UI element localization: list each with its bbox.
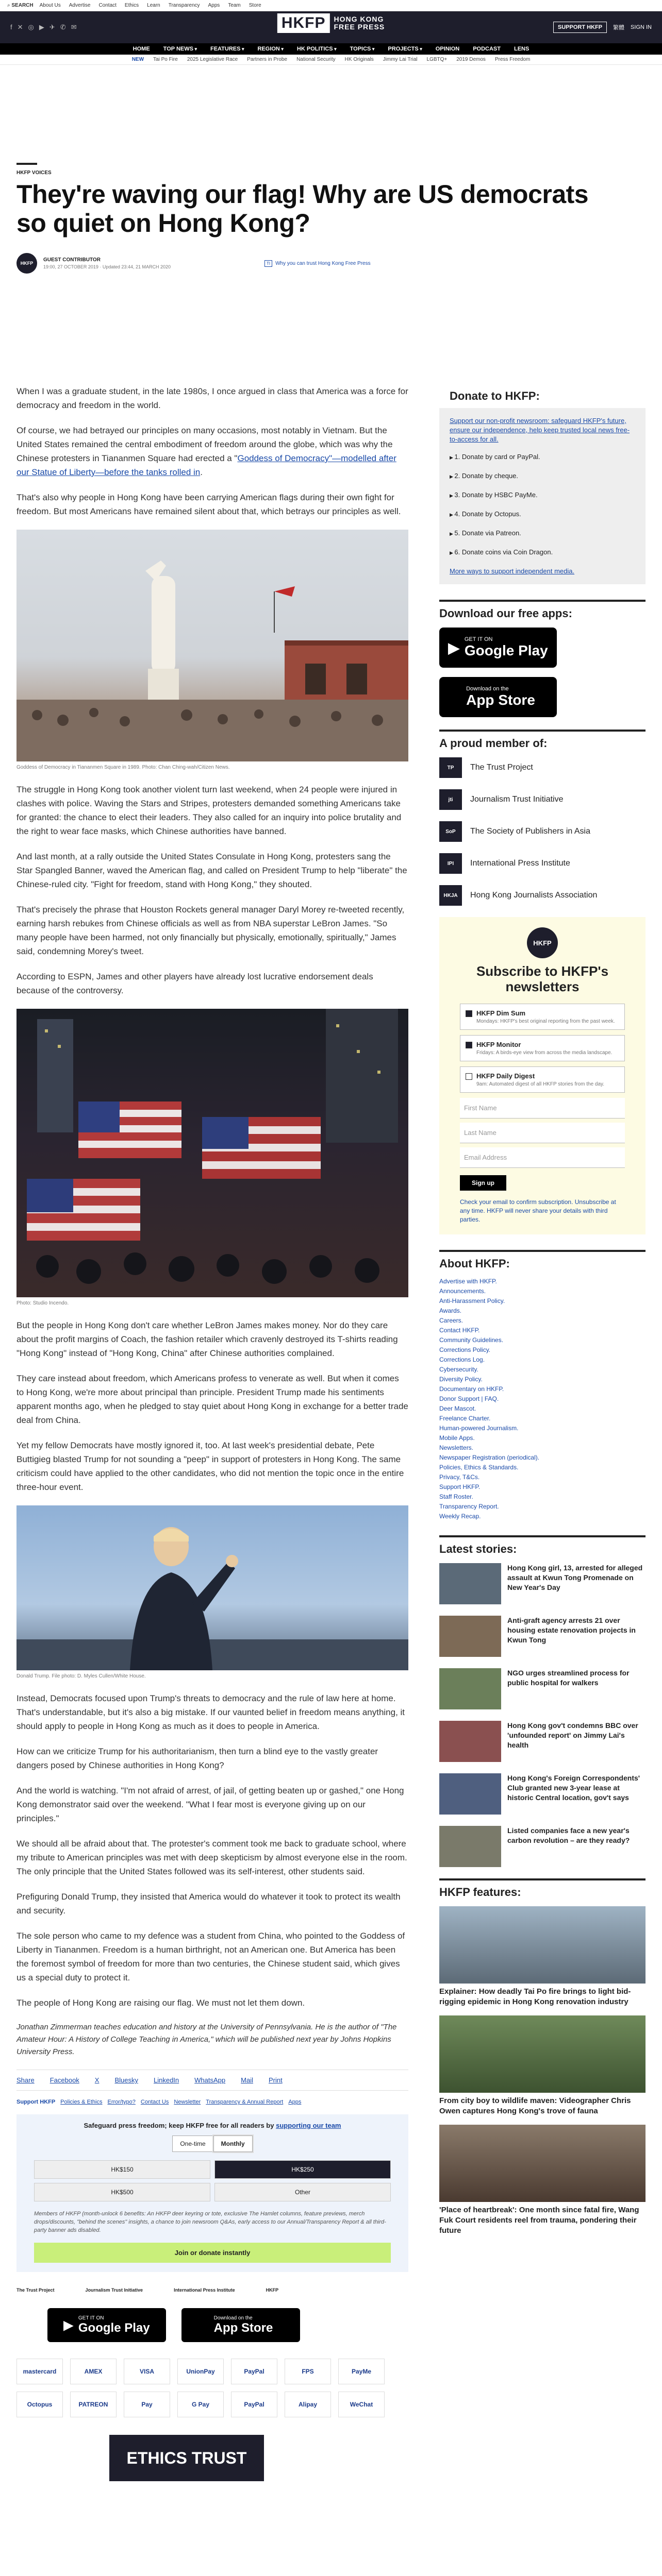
whatsapp-icon[interactable]: ✆ xyxy=(60,23,66,31)
trust-project-logo[interactable]: The Trust Project xyxy=(16,2287,55,2293)
share-x[interactable]: X xyxy=(94,2076,100,2084)
donate-methods xyxy=(450,452,635,557)
paragraph: And last month, at a rally outside the United States Consulate in Hong Kong, protesters sang the Star Spangled Banner, waved the American flag, and called on President Trump to help "liberate" the Chinese-ruled city. "Fight for freedom, stand with Hong Kong," they shouted. xyxy=(16,852,407,889)
amount-options xyxy=(24,2160,401,2201)
newsletter-note: Check your email to confirm subscription. Unsubscribe at any time. HKFP will never share your details with third parties. xyxy=(460,1198,616,1224)
payment-logo: VISA xyxy=(124,2359,170,2384)
top-utility-bar xyxy=(0,0,662,11)
latest-story[interactable] xyxy=(439,1826,646,1867)
support-link[interactable]: Transparency & Annual Report xyxy=(206,2099,284,2105)
checkbox-icon xyxy=(466,1073,472,1080)
share-mail[interactable]: Mail xyxy=(241,2076,253,2084)
tag-link[interactable]: Jimmy Lai Trial xyxy=(383,57,418,62)
supporting-team-link[interactable]: supporting our team xyxy=(276,2122,341,2129)
email-input[interactable]: Email Address xyxy=(460,1147,625,1168)
about-link[interactable]: Advertise with HKFP. xyxy=(439,1278,497,1285)
payment-logo: Octopus xyxy=(16,2392,63,2417)
about-heading: About HKFP: xyxy=(439,1250,646,1270)
latest-story[interactable] xyxy=(439,1668,646,1709)
language-link[interactable]: 繁體 xyxy=(613,25,625,31)
newsletter-signup xyxy=(439,917,646,1234)
payment-logo: Pay xyxy=(124,2392,170,2417)
payment-logo: mastercard xyxy=(16,2359,63,2384)
about-link[interactable]: Corrections Log. xyxy=(439,1356,485,1364)
author-name[interactable]: GUEST CONTRIBUTOR xyxy=(43,257,101,263)
about-link[interactable]: Support HKFP. xyxy=(439,1483,481,1491)
sidebar-app-store-button[interactable]: Download on the App Store xyxy=(439,677,557,717)
payment-logo: FPS xyxy=(285,2359,331,2384)
about-link[interactable]: Deer Mascot. xyxy=(439,1405,476,1413)
tag-link[interactable]: Partners in Probe xyxy=(247,57,288,62)
share-print[interactable]: Print xyxy=(268,2076,283,2084)
share-link[interactable]: Share xyxy=(16,2076,35,2084)
about-link[interactable]: Announcements. xyxy=(439,1287,486,1295)
story-thumbnail xyxy=(439,1563,501,1604)
about-link[interactable]: Staff Roster. xyxy=(439,1493,473,1501)
share-linkedin[interactable]: LinkedIn xyxy=(154,2076,179,2084)
story-title: Anti-graft agency arrests 21 over housing estate renovation projects in Kwun Tong xyxy=(507,1616,636,1645)
photo-protest-flags xyxy=(16,1009,408,1297)
member-logo-mark: SoP xyxy=(439,821,462,842)
about-link[interactable]: Freelance Charter. xyxy=(439,1415,491,1422)
support-link[interactable]: Contact Us xyxy=(140,2099,169,2105)
payment-logo: PayMe xyxy=(338,2359,385,2384)
x-icon[interactable]: ✕ xyxy=(17,23,23,31)
facebook-icon[interactable]: f xyxy=(10,23,12,31)
paragraph: When I was a graduate student, in the late 1980s, I once argued in class that America was a force for democracy and freedom in the world. xyxy=(16,386,408,410)
inline-donate-box xyxy=(16,2114,408,2272)
nav-features[interactable]: FEATURES ▾ xyxy=(210,46,244,52)
support-links xyxy=(16,2099,408,2105)
footer-app-buttons xyxy=(47,2308,408,2342)
tag-link[interactable]: Press Freedom xyxy=(494,57,531,62)
share-facebook[interactable]: Facebook xyxy=(49,2076,79,2084)
paragraph: The sole person who came to my defence was a student from China, who pointed to the Goddess of Liberty in Tiananmen. Freedom is a human birthright, not an American one. But America has been the foremost symbol of freedom for more than two centuries, the Chinese student said, which gives us a special duty to protect it. xyxy=(16,1931,405,1982)
topbar-link-team[interactable]: Team xyxy=(228,3,241,8)
instagram-icon[interactable]: ◎ xyxy=(28,23,34,31)
google-play-icon: ▶ xyxy=(448,639,459,656)
member-logo[interactable] xyxy=(439,853,646,874)
nav-opinion[interactable]: OPINION xyxy=(435,46,460,52)
latest-heading: Latest stories: xyxy=(439,1535,646,1556)
search-icon[interactable]: ⌕ xyxy=(7,3,10,8)
nav-lens[interactable]: LENS xyxy=(514,46,529,52)
member-name: International Press Institute xyxy=(470,859,570,868)
author-avatar: HKFP xyxy=(16,253,37,274)
about-link[interactable]: Newsletters. xyxy=(439,1444,474,1452)
story-thumbnail xyxy=(439,1668,501,1709)
about-link[interactable]: Donor Support | FAQ. xyxy=(439,1395,499,1403)
paragraph: And the world is watching. "I'm not afraid of arrest, of jail, of getting beaten up or gashed," one Hong Kong demonstrator said over the weekend. "What I fear most is everyone giving up on our principles." xyxy=(16,1786,404,1823)
newsletter-option-monitor[interactable]: HKFP Monitor Fridays: A birds-eye view from across the media landscape. xyxy=(460,1035,625,1061)
feature-title: From city boy to wildlife maven: Videographer Chris Owen captures Hong Kong's trove of fauna xyxy=(439,2096,631,2116)
paragraph: Of course, we had betrayed our principles on many occasions, most notably in Vietnam. But the United States remained the central embodiment of freedom around the globe, which was why the Chinese protesters in Tiananmen Square had erected a "Goddess of Democracy"—modelled after our Statue of Liberty—before the tanks rolled in. xyxy=(16,426,396,477)
payment-logo: Alipay xyxy=(285,2392,331,2417)
amount-option[interactable]: HK$150 xyxy=(34,2160,210,2179)
latest-story[interactable] xyxy=(439,1563,646,1604)
paragraph: That's also why people in Hong Kong have been carrying American flags during their own fight for freedom. But most Americans have remained silent about that, which betrays our principles as well. xyxy=(16,493,401,516)
tag-link[interactable]: National Security xyxy=(296,57,336,62)
donation-frequency-toggle xyxy=(24,2136,401,2152)
paragraph: Instead, Democrats focused upon Trump's threats to democracy and the rule of law here at home. That's understandable, but it's also a big mistake. If our vaunted belief in freedom means anything, it should apply to people in Hong Kong as much as it does to people in America. xyxy=(16,1693,405,1731)
topbar-link-advertise[interactable]: Advertise xyxy=(69,3,91,8)
about-link[interactable]: Policies, Ethics & Standards. xyxy=(439,1464,519,1471)
sign-in-link[interactable]: SIGN IN xyxy=(631,24,652,30)
topbar-link-transparency[interactable]: Transparency xyxy=(168,3,200,8)
paragraph: According to ESPN, James and other players have already lost lucrative endorsement deals because of the controversy. xyxy=(16,972,373,995)
about-link[interactable]: Newspaper Registration (periodical). xyxy=(439,1454,540,1462)
share-bar xyxy=(16,2070,408,2091)
feature-image xyxy=(439,2015,646,2093)
story-title: Listed companies face a new year's carbon revolution – are they ready? xyxy=(507,1826,630,1845)
paragraph: But the people in Hong Kong don't care whether LeBron James makes money. Nor do they care about the profit margins of Coach, the fashion retailer which cravenly destroyed its T-shirts reading "Hong Kong" instead of "Hong Kong, China" after Chinese authorities complained. xyxy=(16,1320,398,1358)
monthly-option[interactable]: Monthly xyxy=(213,2136,253,2152)
latest-story[interactable] xyxy=(439,1721,646,1762)
topbar-link-apps[interactable]: Apps xyxy=(208,3,220,8)
about-link[interactable]: Human-powered Journalism. xyxy=(439,1425,519,1432)
support-hkfp-link[interactable]: Support HKFP xyxy=(16,2099,56,2105)
feature-story[interactable] xyxy=(439,2015,646,2116)
tag-link[interactable]: LGBTQ+ xyxy=(426,57,448,62)
social-icons xyxy=(10,23,77,31)
feature-story[interactable] xyxy=(439,2125,646,2236)
trending-tags xyxy=(0,55,662,65)
about-link[interactable]: Corrections Policy. xyxy=(439,1346,491,1354)
about-links xyxy=(439,1278,646,1520)
nav-hk-politics[interactable]: HK POLITICS ▾ xyxy=(297,46,337,52)
photo-goddess-of-democracy xyxy=(16,530,408,761)
paragraph: The struggle in Hong Kong took another violent turn last weekend, when 24 people were injured in clashes with police. Waving the Stars and Stripes, protesters demanded something Americans take for granted: the chance to elect their leaders. They also called for an inquiry into police brutality and the right to wear face masks, which Chinese authorities have banned. xyxy=(16,785,402,836)
about-link[interactable]: Community Guidelines. xyxy=(439,1336,504,1344)
sidebar-google-play-button[interactable]: ▶ GET IT ON Google Play xyxy=(439,628,557,668)
newsletter-logo: HKFP xyxy=(527,927,558,958)
member-logo-mark: TP xyxy=(439,757,462,778)
google-play-button[interactable]: ▶ GET IT ON Google Play xyxy=(47,2308,166,2342)
feature-image xyxy=(439,1906,646,1984)
about-link[interactable]: Cybersecurity. xyxy=(439,1366,478,1374)
paragraph: We should all be afraid about that. The protester's comment took me back to graduate school, where my tribute to American principles was met with deep skepticism by almost everyone else in the room. The only principle that the United States followed was its self-interest, other students said. xyxy=(16,1839,407,1876)
story-thumbnail xyxy=(439,1721,501,1762)
feature-title: Explainer: How deadly Tai Po fire brings to light bid-rigging epidemic in Hong Kong renovation industry xyxy=(439,1987,631,2007)
support-link[interactable]: Newsletter xyxy=(174,2099,201,2105)
payment-logo: UnionPay xyxy=(177,2359,224,2384)
paragraph: That's precisely the phrase that Houston Rockets general manager Daryl Morey re-tweeted recently, earning harsh rebukes from Chinese officials as well as from NBA superstar LeBron James. "So many people have been harmed, not only financially but physically, emotionally, spiritually," James said, condemning Morey's tweet. xyxy=(16,905,405,956)
payment-logo: PayPal xyxy=(231,2392,277,2417)
author-bio: Jonathan Zimmerman teaches education and history at the University of Pennsylvania. He is the author of "The Amateur Hour: A History of College Teaching in America," which will be published next year by Johns Hopkins University Press. xyxy=(16,2023,397,2056)
photo-caption: Goddess of Democracy in Tiananmen Square in 1989. Photo: Chan Ching-wah/Citizen News. xyxy=(16,765,230,770)
payment-logo: WeChat xyxy=(338,2392,385,2417)
story-title: Hong Kong gov't condemns BBC over 'unfounded report' on Jimmy Lai's health xyxy=(507,1721,638,1750)
donate-widget xyxy=(439,384,646,584)
payment-logo: AMEX xyxy=(70,2359,117,2384)
member-logo-mark: HKJA xyxy=(439,885,462,906)
trust-icon: TI xyxy=(264,260,272,267)
nav-projects[interactable]: PROJECTS ▾ xyxy=(388,46,422,52)
support-link[interactable]: Error/typo? xyxy=(107,2099,136,2105)
last-name-input[interactable]: Last Name xyxy=(460,1123,625,1143)
paragraph: They care instead about freedom, which Americans profess to venerate as well. But when it comes to Hong Kong, we're more about principal than principle. President Trump made his sentiments apparent months ago, when he pledged to stay quiet about Hong Kong in exchange for a better trade deal from China. xyxy=(16,1374,408,1425)
feature-stories xyxy=(439,1906,646,2236)
donate-method[interactable]: ▶ 2. Donate by cheque. xyxy=(450,471,635,481)
member-name: Journalism Trust Initiative xyxy=(470,795,564,804)
about-link[interactable]: Anti-Harassment Policy. xyxy=(439,1297,505,1305)
donate-intro-link[interactable]: Support our non-profit newsroom: safeguard HKFP's future, ensure our independence, help keep trusted local news free-to-access for all. xyxy=(450,417,630,443)
about-link[interactable]: Weekly Recap. xyxy=(439,1513,481,1520)
share-bluesky[interactable]: Bluesky xyxy=(114,2076,138,2084)
tag-link[interactable]: 2019 Demos xyxy=(456,57,486,62)
paragraph: Prefiguring Donald Trump, they insisted that America would do whatever it took to protect its wealth and security. xyxy=(16,1892,401,1916)
jti-logo[interactable]: Journalism Trust Initiative xyxy=(85,2287,143,2293)
nav-podcast[interactable]: PODCAST xyxy=(473,46,501,52)
amount-option[interactable]: HK$500 xyxy=(34,2183,210,2201)
member-name: The Trust Project xyxy=(470,763,533,772)
payment-logo: G Pay xyxy=(177,2392,224,2417)
member-logo[interactable] xyxy=(439,757,646,778)
donate-heading: Donate to HKFP: xyxy=(439,384,646,408)
telegram-icon[interactable]: ✈ xyxy=(49,23,55,31)
topbar-link-store[interactable]: Store xyxy=(249,3,261,8)
newsletter-option-dim-sum[interactable]: HKFP Dim Sum Mondays: HKFP's best original reporting from the past week. xyxy=(460,1004,625,1030)
nav-region[interactable]: REGION ▾ xyxy=(257,46,283,52)
trust-link-text: Why you can trust Hong Kong Free Press xyxy=(275,260,371,266)
app-store-button[interactable]: Download on the App Store xyxy=(181,2308,300,2342)
payment-logo: PayPal xyxy=(231,2359,277,2384)
amount-option-selected[interactable]: HK$250 xyxy=(214,2160,391,2179)
photo-protest-illustration xyxy=(16,1009,408,1297)
nav-top-news[interactable]: TOP NEWS ▾ xyxy=(163,46,197,52)
join-donate-button[interactable]: Join or donate instantly xyxy=(34,2243,391,2263)
payment-logo: PATREON xyxy=(70,2392,117,2417)
about-link[interactable]: Mobile Apps. xyxy=(439,1434,475,1442)
latest-stories xyxy=(439,1563,646,1867)
donate-method[interactable]: ▶ 6. Donate coins via Coin Dragon. xyxy=(450,548,635,557)
youtube-icon[interactable]: ▶ xyxy=(39,23,44,31)
donate-method[interactable]: ▶ 5. Donate via Patreon. xyxy=(450,529,635,538)
member-logo[interactable] xyxy=(439,885,646,906)
paragraph: Yet my fellow Democrats have mostly ignored it, too. At last week's presidential debate, Pete Buttigieg blasted Trump for not sounding a "peep" in support of protesters in Hong Kong. The same criticism could have applied to the other candidates, who did not mention the topic once in the entire three-hour event. xyxy=(16,1440,404,1492)
nav-topics[interactable]: TOPICS ▾ xyxy=(350,46,375,52)
photo-caption: Photo: Studio Incendo. xyxy=(16,1300,69,1306)
about-link[interactable]: Documentary on HKFP. xyxy=(439,1385,504,1393)
sign-up-button[interactable]: Sign up xyxy=(460,1175,506,1191)
about-link[interactable]: Diversity Policy. xyxy=(439,1376,483,1383)
article-category[interactable]: HKFP VOICES xyxy=(16,170,52,176)
member-heading: A proud member of: xyxy=(439,730,646,750)
checkbox-checked-icon xyxy=(466,1042,472,1048)
google-play-icon: ▶ xyxy=(63,2318,73,2332)
sidebar xyxy=(439,384,646,2244)
about-link[interactable]: Contact HKFP. xyxy=(439,1327,480,1334)
new-badge: NEW xyxy=(131,57,144,62)
mail-icon[interactable]: ✉ xyxy=(71,23,77,31)
latest-story[interactable] xyxy=(439,1773,646,1815)
feature-story[interactable] xyxy=(439,1906,646,2007)
member-logo-mark: IPI xyxy=(439,853,462,874)
feature-image xyxy=(439,2125,646,2202)
share-whatsapp[interactable]: WhatsApp xyxy=(194,2076,226,2084)
story-title: Hong Kong's Foreign Correspondents' Club granted new 3-year lease at historic Central location, gov't says xyxy=(507,1774,640,1802)
byline xyxy=(16,253,646,274)
article-date: 19:00, 27 OCTOBER 2019 · Updated 23:44, 21 MARCH 2020 xyxy=(43,264,171,269)
first-name-input[interactable]: First Name xyxy=(460,1098,625,1118)
article-title: They're waving our flag! Why are US democrats so quiet on Hong Kong? xyxy=(16,180,589,238)
about-link[interactable]: Awards. xyxy=(439,1307,462,1315)
photo-trump-illustration xyxy=(16,1505,408,1670)
photo-caption: Donald Trump. File photo: D. Myles Cullen/White House. xyxy=(16,1673,146,1679)
checkbox-checked-icon xyxy=(466,1010,472,1017)
support-link[interactable]: Apps xyxy=(288,2099,302,2105)
latest-story[interactable] xyxy=(439,1616,646,1657)
topbar-link-about[interactable]: About Us xyxy=(39,3,61,8)
logo-box: HKFP xyxy=(277,13,330,33)
site-logo[interactable] xyxy=(277,13,385,33)
about-link[interactable]: Privacy, T&Cs. xyxy=(439,1473,480,1481)
about-link[interactable]: Transparency Report. xyxy=(439,1503,499,1511)
photo-goddess-illustration xyxy=(16,530,408,761)
amount-option-other[interactable]: Other xyxy=(214,2183,391,2201)
article-body xyxy=(16,384,408,2481)
tag-link[interactable]: HK Originals xyxy=(344,57,374,62)
title-rule xyxy=(16,163,37,165)
paragraph: The people of Hong Kong are raising our flag. We must not let them down. xyxy=(16,1998,305,2008)
story-title: Hong Kong girl, 13, arrested for alleged assault at Kwun Tong Promenade on New Year's Day xyxy=(507,1564,643,1592)
tag-link[interactable]: 2025 Legislative Race xyxy=(187,57,238,62)
topbar-link-contact[interactable]: Contact xyxy=(98,3,117,8)
apps-heading: Download our free apps: xyxy=(439,600,646,620)
trust-link[interactable] xyxy=(264,260,371,267)
topbar-link-learn[interactable]: Learn xyxy=(147,3,160,8)
features-heading: HKFP features: xyxy=(439,1878,646,1899)
topbar-link-ethics[interactable]: Ethics xyxy=(124,3,139,8)
newsletter-title: Subscribe to HKFP's newsletters xyxy=(476,963,609,994)
about-link[interactable]: Careers. xyxy=(439,1317,464,1325)
one-time-option[interactable]: One-time xyxy=(172,2136,213,2152)
donate-method[interactable]: ▶ 3. Donate by HSBC PayMe. xyxy=(450,490,635,500)
newsletter-option-daily-digest[interactable]: HKFP Daily Digest 9am: Automated digest of all HKFP stories from the day. xyxy=(460,1066,625,1093)
support-hkfp-button[interactable]: SUPPORT HKFP xyxy=(553,22,607,33)
story-thumbnail xyxy=(439,1773,501,1815)
member-logo[interactable] xyxy=(439,789,646,810)
feature-title: 'Place of heartbreak': One month since fatal fire, Wang Fuk Court residents reel from trauma, pondering their future xyxy=(439,2206,639,2235)
more-ways-link[interactable]: More ways to support independent media. xyxy=(450,567,575,575)
member-name: Hong Kong Journalists Association xyxy=(470,891,598,900)
ipi-logo[interactable]: International Press Institute xyxy=(174,2287,235,2293)
story-thumbnail xyxy=(439,1826,501,1867)
paragraph: How can we criticize Trump for his authoritarianism, then turn a blind eye to the vastly greater dangers posed by Chinese authorities in Hong Kong? xyxy=(16,1747,378,1770)
member-logo[interactable] xyxy=(439,821,646,842)
member-name: The Society of Publishers in Asia xyxy=(470,827,591,836)
payment-logos xyxy=(16,2359,408,2417)
main-nav xyxy=(0,43,662,55)
story-thumbnail xyxy=(439,1616,501,1657)
nav-home[interactable]: HOME xyxy=(133,46,150,52)
donate-method[interactable]: ▶ 1. Donate by card or PayPal. xyxy=(450,452,635,462)
donate-header: Safeguard press freedom; keep HKFP free for all readers by supporting our team xyxy=(84,2122,341,2129)
support-link[interactable]: Policies & Ethics xyxy=(60,2099,103,2105)
footer-member-logos xyxy=(16,2287,408,2293)
story-title: NGO urges streamlined process for public hospital for walkers xyxy=(507,1669,630,1687)
tag-link[interactable]: Tai Po Fire xyxy=(153,57,178,62)
member-logo-mark: jti xyxy=(439,789,462,810)
donate-method[interactable]: ▶ 4. Donate by Octopus. xyxy=(450,510,635,519)
logo-text: HONG KONG FREE PRESS xyxy=(334,15,385,31)
goddess-link[interactable]: Goddess of Democracy"—modelled after our Statue of Liberty—before the tanks rolled in xyxy=(16,453,396,477)
member-benefits: Members of HKFP (month-unlock 6 benefits: An HKFP deer keyring or tote, exclusive The Hamlet columns, feature previews, merch drops/discounts, "behind the scenes" insights, a chance to join newsroom Q&As, early access to our Annual/Transparency Report & all third-party banner ads disabled. xyxy=(34,2211,386,2233)
ethics-banner[interactable]: ETHICS TRUST xyxy=(109,2435,264,2481)
search-link[interactable]: SEARCH xyxy=(11,3,34,8)
photo-donald-trump xyxy=(16,1505,408,1670)
hkfp-footer-logo[interactable]: HKFP xyxy=(266,2287,279,2293)
